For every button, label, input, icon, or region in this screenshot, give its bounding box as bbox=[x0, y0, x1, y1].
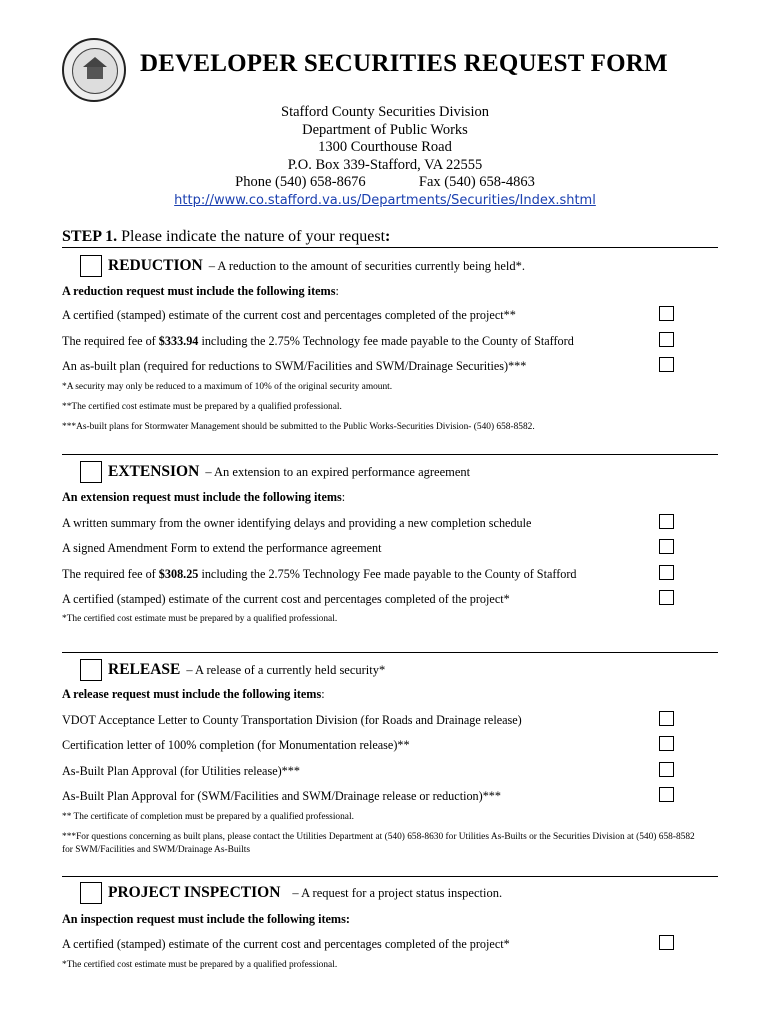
step-1-heading: STEP 1. Please indicate the nature of your request: bbox=[62, 228, 391, 245]
reduction-intro: A reduction request must include the following items: bbox=[62, 284, 339, 298]
county-seal-logo bbox=[62, 38, 126, 102]
reduction-note-2: **The certified cost estimate must be prepared by a qualified professional. bbox=[62, 402, 342, 412]
release-item-3: As-Built Plan Approval (for Utilities release)*** bbox=[62, 764, 300, 778]
extension-item-1: A written summary from the owner identifying delays and providing a new completion schedule bbox=[62, 516, 532, 530]
release-intro: A release request must include the following items: bbox=[62, 687, 325, 701]
divider bbox=[62, 652, 718, 653]
phone-fax-line bbox=[0, 174, 770, 192]
release-note-2: ***For questions concerning as built plans, please contact the Utilities Department at (540) 658-8630 for Utilities As-Builts or the Securities Division at (540) 658-8582 for SWM/Facilities and SWM/Drainage As-Builts bbox=[62, 832, 695, 855]
reduction-note-3: ***As-built plans for Stormwater Management should be submitted to the Public Works-Securities Division- (540) 658-8582. bbox=[62, 422, 535, 432]
release-section-heading: RELEASE – A release of a currently held security* bbox=[80, 659, 385, 681]
release-checkbox[interactable] bbox=[80, 659, 102, 681]
extension-item-3-checkbox[interactable] bbox=[659, 565, 674, 580]
divider bbox=[62, 247, 718, 248]
fax-number: Fax (540) 658-4863 bbox=[418, 174, 535, 190]
reduction-item-2: The required fee of $333.94 including the 2.75% Technology fee made payable to the County of Stafford bbox=[62, 334, 574, 348]
inspection-item-1-checkbox[interactable] bbox=[659, 935, 674, 950]
extension-item-2-checkbox[interactable] bbox=[659, 539, 674, 554]
release-note-1: ** The certificate of completion must be prepared by a qualified professional. bbox=[62, 812, 354, 822]
release-item-3-checkbox[interactable] bbox=[659, 762, 674, 777]
extension-item-2: A signed Amendment Form to extend the performance agreement bbox=[62, 541, 382, 555]
address-block bbox=[0, 104, 770, 209]
extension-note-1: *The certified cost estimate must be prepared by a qualified professional. bbox=[62, 614, 338, 624]
reduction-item-3: An as-built plan (required for reductions to SWM/Facilities and SWM/Drainage Securities)*** bbox=[62, 359, 527, 373]
release-item-1: VDOT Acceptance Letter to County Transportation Division (for Roads and Drainage release) bbox=[62, 713, 522, 727]
release-item-2-checkbox[interactable] bbox=[659, 736, 674, 751]
inspection-intro: An inspection request must include the following items: bbox=[62, 912, 350, 926]
reduction-item-3-checkbox[interactable] bbox=[659, 357, 674, 372]
divider bbox=[62, 876, 718, 877]
inspection-checkbox[interactable] bbox=[80, 882, 102, 904]
extension-item-1-checkbox[interactable] bbox=[659, 514, 674, 529]
divider bbox=[62, 454, 718, 455]
release-item-2: Certification letter of 100% completion (for Monumentation release)** bbox=[62, 738, 410, 752]
inspection-note-1: *The certified cost estimate must be prepared by a qualified professional. bbox=[62, 960, 338, 970]
address-line-1: Stafford County Securities Division bbox=[281, 104, 489, 120]
release-item-4-checkbox[interactable] bbox=[659, 787, 674, 802]
address-line-3: 1300 Courthouse Road bbox=[318, 139, 452, 155]
extension-item-4-checkbox[interactable] bbox=[659, 590, 674, 605]
extension-section-heading: EXTENSION – An extension to an expired performance agreement bbox=[80, 461, 470, 483]
address-line-4: P.O. Box 339-Stafford, VA 22555 bbox=[287, 156, 483, 173]
extension-checkbox[interactable] bbox=[80, 461, 102, 483]
release-item-4: As-Built Plan Approval for (SWM/Facilities and SWM/Drainage release or reduction)*** bbox=[62, 789, 501, 803]
phone-number: Phone (540) 658-8676 bbox=[235, 174, 366, 190]
extension-intro: An extension request must include the following items: bbox=[62, 490, 346, 504]
inspection-item-1: A certified (stamped) estimate of the current cost and percentages completed of the project* bbox=[62, 937, 510, 951]
form-title: DEVELOPER SECURITIES REQUEST FORM bbox=[140, 50, 668, 77]
address-line-2: Department of Public Works bbox=[302, 121, 468, 138]
reduction-item-1-checkbox[interactable] bbox=[659, 306, 674, 321]
reduction-item-2-checkbox[interactable] bbox=[659, 332, 674, 347]
reduction-checkbox[interactable] bbox=[80, 255, 102, 277]
extension-item-3: The required fee of $308.25 including the 2.75% Technology Fee made payable to the County of Stafford bbox=[62, 567, 577, 581]
reduction-item-1: A certified (stamped) estimate of the current cost and percentages completed of the project** bbox=[62, 308, 516, 322]
reduction-note-1: *A security may only be reduced to a maximum of 10% of the original security amount. bbox=[62, 382, 393, 392]
extension-item-4: A certified (stamped) estimate of the current cost and percentages completed of the project* bbox=[62, 592, 510, 606]
release-item-1-checkbox[interactable] bbox=[659, 711, 674, 726]
website-link[interactable]: http://www.co.stafford.va.us/Departments/Securities/Index.shtml bbox=[174, 192, 596, 208]
inspection-section-heading: PROJECT INSPECTION – A request for a project status inspection. bbox=[80, 882, 502, 904]
reduction-section-heading: REDUCTION – A reduction to the amount of securities currently being held*. bbox=[80, 255, 525, 277]
